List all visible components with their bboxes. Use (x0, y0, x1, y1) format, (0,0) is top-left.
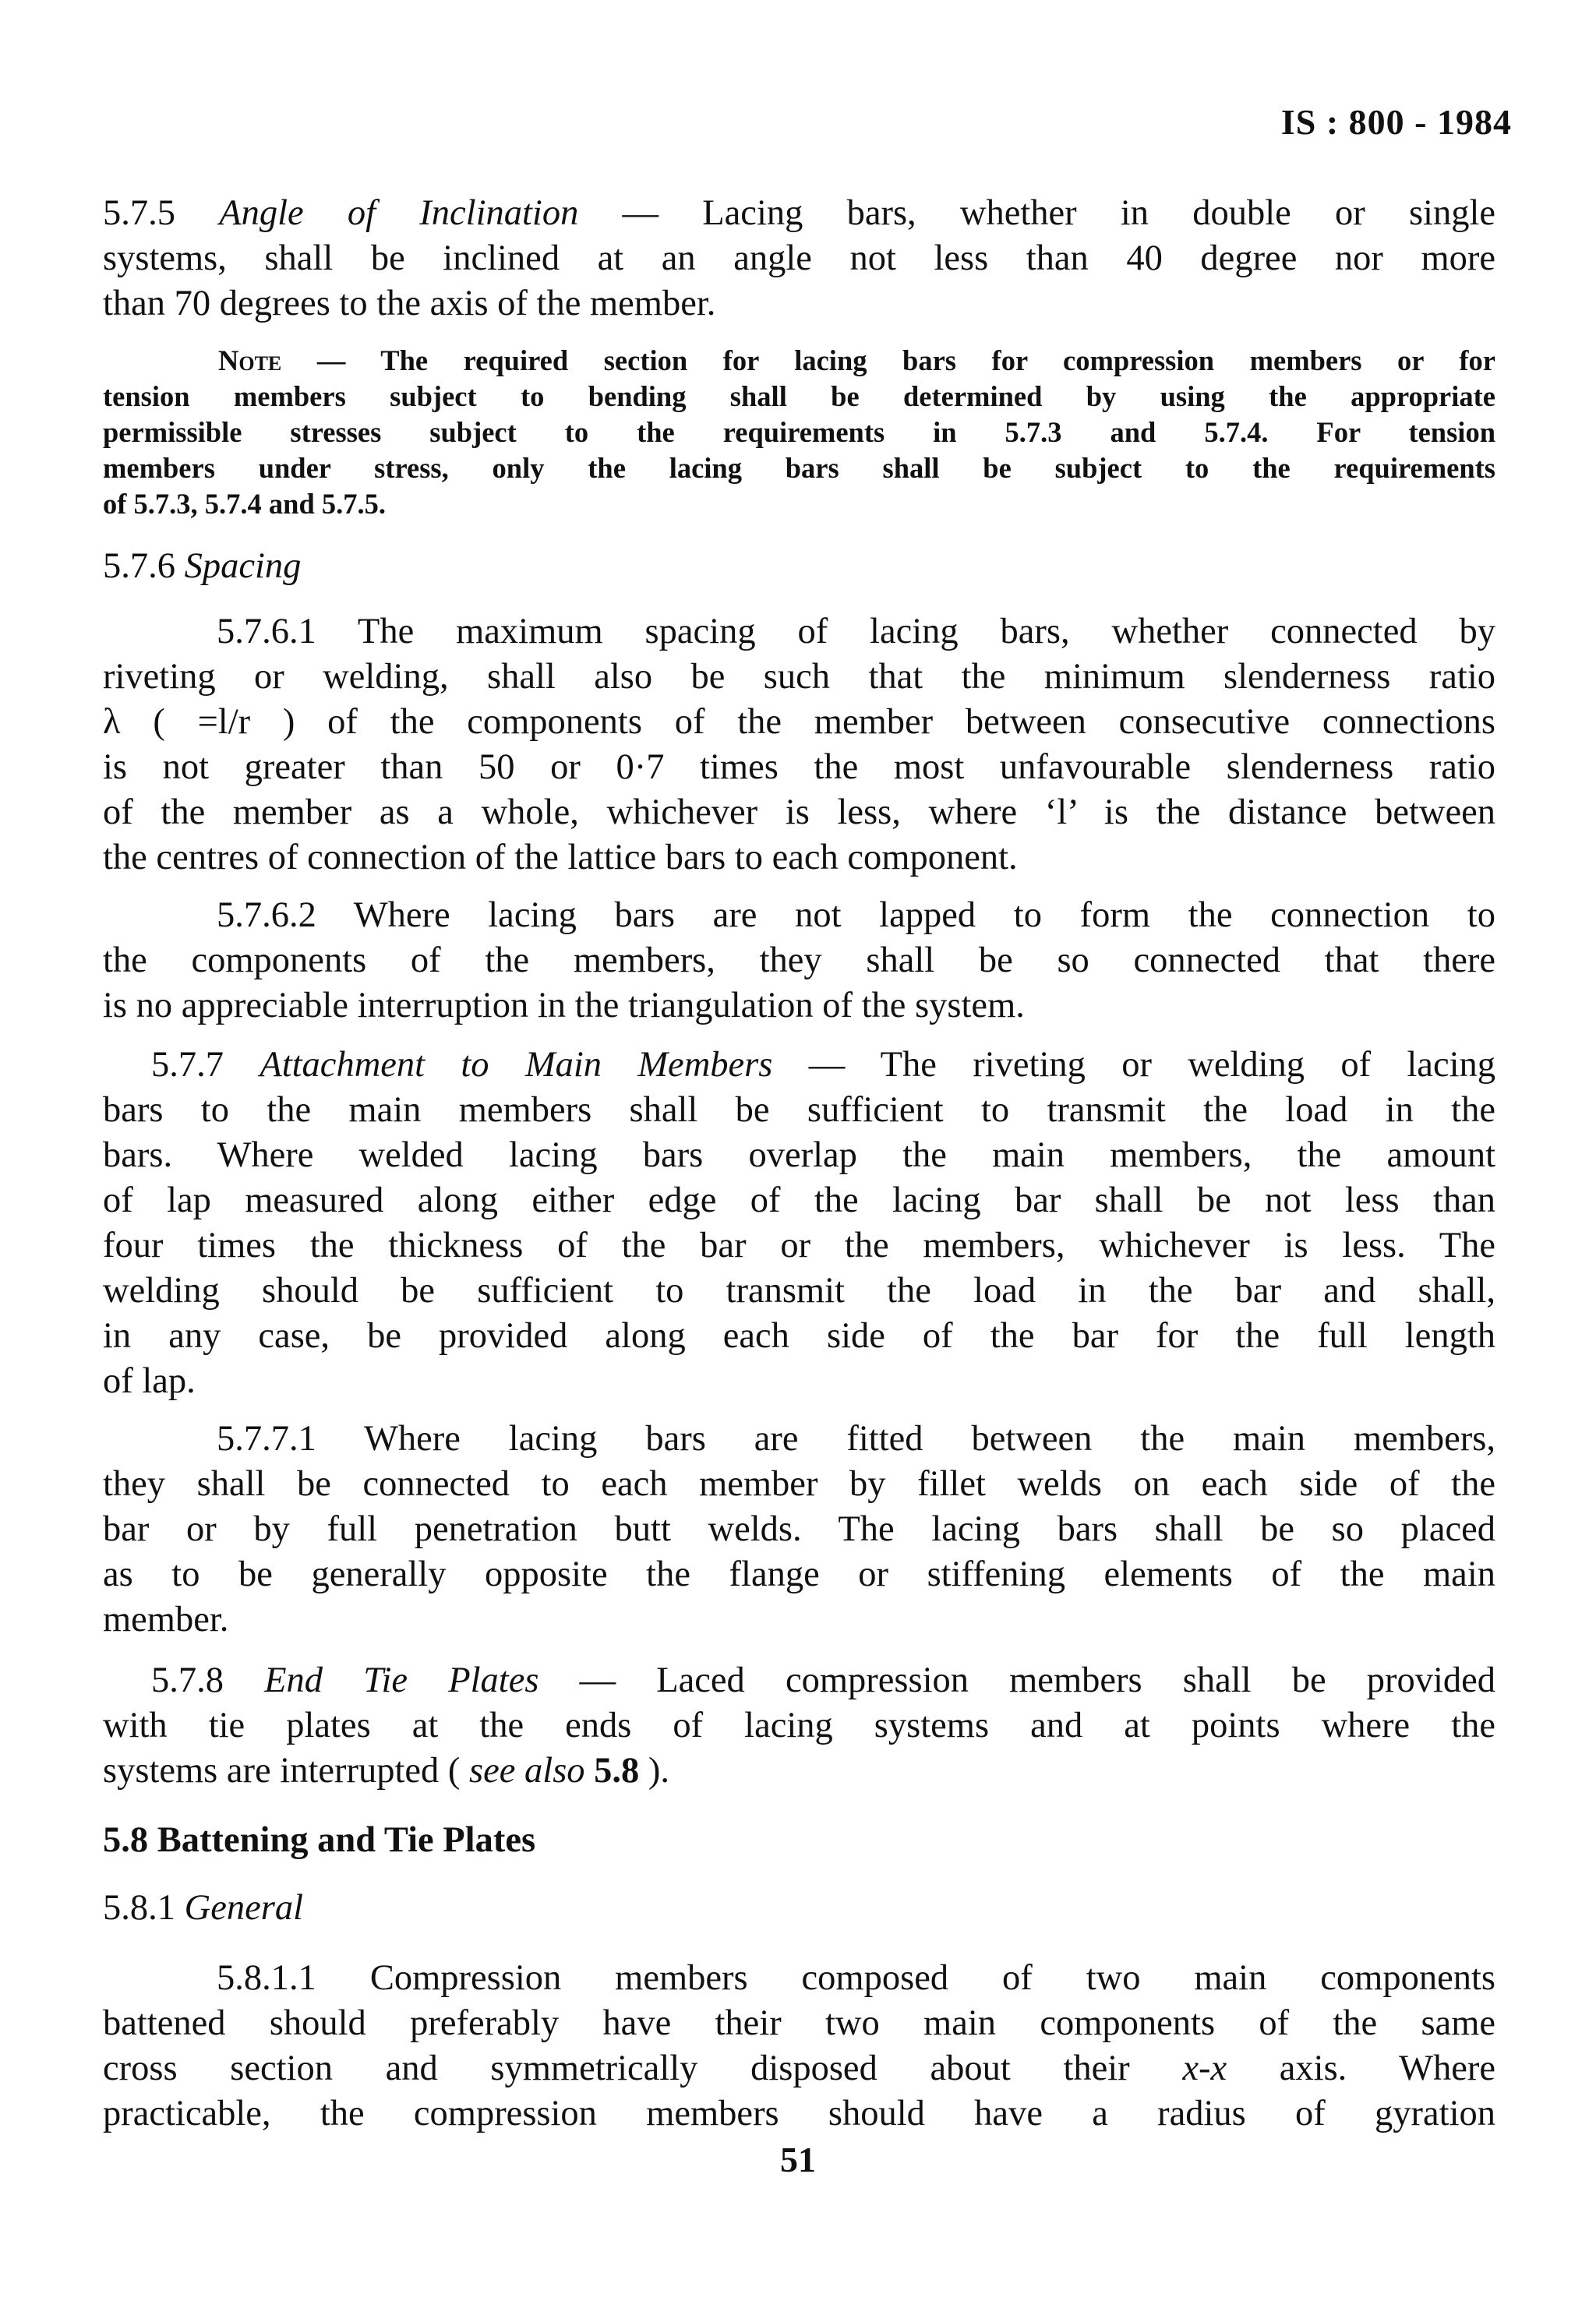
section-number: 5.8 (103, 1820, 149, 1860)
paragraph-line: member. (103, 1600, 229, 1639)
section-5-7-8 (103, 1658, 1495, 1794)
note-line: — The required section for lacing bars for compression members or for (316, 344, 1496, 376)
section-number: 5.7.7 (151, 1045, 224, 1085)
section-number: 5.7.8 (151, 1660, 224, 1700)
section-number: 5.8.1.1 (217, 1958, 316, 1998)
section-title: General (184, 1888, 303, 1928)
paragraph-line: — The riveting or welding of lacing (808, 1045, 1496, 1085)
axis-label: x-x (1182, 2049, 1227, 2088)
paragraph-line: of the member as a whole, whichever is less, where ‘l’ is the distance between (103, 792, 1495, 832)
paragraph-line: systems, shall be inclined at an angle not less than 40 degree nor more (103, 238, 1495, 278)
section-5-8-1-1 (103, 1956, 1495, 2137)
paragraph-line: riveting or welding, shall also be such that the minimum slenderness ratio (103, 657, 1495, 697)
paragraph-line: they shall be connected to each member by fillet welds on each side of the (103, 1464, 1495, 1504)
paragraph-line: Compression members composed of two main components (369, 1958, 1495, 1998)
paragraph-line: battened should preferably have their two main components of the same (103, 2003, 1495, 2043)
cross-reference-label: see also (469, 1751, 585, 1791)
section-5-8-1 (103, 1887, 303, 1929)
page-number: 51 (780, 2140, 816, 2179)
paragraph-line: — Lacing bars, whether in double or single (622, 193, 1496, 233)
paragraph-line: as to be generally opposite the flange or stiffening elements of the main (103, 1555, 1495, 1594)
paragraph-line: of lap. (103, 1361, 196, 1401)
section-5-7-6 (103, 545, 301, 587)
section-title: Attachment to Main Members (260, 1045, 773, 1085)
section-5-7-7 (103, 1043, 1495, 1404)
standard-header: IS : 800 - 1984 (1280, 102, 1512, 142)
paragraph-line: Where lacing bars are fitted between the main members, (363, 1419, 1495, 1459)
paragraph-line: than 70 degrees to the axis of the member. (103, 284, 716, 323)
paragraph-line: bars. Where welded lacing bars overlap the main members, the amount (103, 1135, 1495, 1175)
paragraph-line: practicable, the compression members should have a radius of gyration (103, 2094, 1495, 2133)
text-fragment: ). (648, 1751, 670, 1791)
section-number: 5.7.6 (103, 546, 175, 586)
paragraph-line: The maximum spacing of lacing bars, whether connected by (357, 612, 1495, 651)
section-title: Battening and Tie Plates (157, 1820, 536, 1860)
section-number: 5.7.6.2 (217, 895, 316, 935)
paragraph-line: welding should be sufficient to transmit the load in the bar and shall, (103, 1271, 1495, 1311)
paragraph-line: bar or by full penetration butt welds. The lacing bars shall be so placed (103, 1509, 1495, 1549)
paragraph-line: λ ( =l/r ) of the components of the member between consecutive connections (103, 702, 1495, 742)
paragraph-line: is no appreciable interruption in the triangulation of the system. (103, 986, 1025, 1025)
section-5-7-7-1 (103, 1417, 1495, 1643)
note-label: Note (218, 344, 282, 376)
paragraph-line: Where lacing bars are not lapped to form the connection to (353, 895, 1495, 935)
cross-reference-number: 5.8 (594, 1751, 640, 1791)
text-fragment: cross section and symmetrically disposed about their (103, 2049, 1130, 2088)
paragraph-line: is not greater than 50 or 0·7 times the most unfavourable slenderness ratio (103, 747, 1495, 787)
paragraph-line: — Laced compression members shall be provided (579, 1660, 1496, 1700)
section-number: 5.7.6.1 (217, 612, 316, 651)
paragraph-line: four times the thickness of the bar or the members, whichever is less. The (103, 1226, 1495, 1265)
section-title: Spacing (184, 546, 302, 586)
section-5-8-heading (103, 1819, 535, 1861)
paragraph-line: with tie plates at the ends of lacing systems and at points where the (103, 1706, 1495, 1745)
section-5-7-6-1 (103, 609, 1495, 881)
section-5-7-6-2 (103, 893, 1495, 1029)
note-block (103, 343, 1495, 522)
paragraph-line: the components of the members, they shall be so connected that there (103, 941, 1495, 980)
note-line: members under stress, only the lacing bars shall be subject to the requirements (103, 452, 1495, 484)
text-fragment: systems are interrupted ( (103, 1751, 461, 1791)
text-fragment: axis. Where (1279, 2049, 1496, 2088)
paragraph-line: the centres of connection of the lattice bars to each component. (103, 838, 1018, 877)
section-number: 5.7.5 (103, 193, 175, 233)
paragraph-line: bars to the main members shall be sufficient to transmit the load in the (103, 1090, 1495, 1130)
paragraph-line (103, 2046, 1495, 2091)
section-title: Angle of Inclination (219, 193, 579, 233)
note-line: tension members subject to bending shall be determined by using the appropriate (103, 380, 1495, 412)
note-line: permissible stresses subject to the requirements in 5.7.3 and 5.7.4. For tension (103, 416, 1495, 448)
paragraph-line: of lap measured along either edge of the lacing bar shall be not less than (103, 1180, 1495, 1220)
paragraph-line: in any case, be provided along each side of the bar for the full length (103, 1316, 1495, 1356)
paragraph-line (103, 1749, 1495, 1794)
section-title: End Tie Plates (264, 1660, 539, 1700)
note-line: of 5.7.3, 5.7.4 and 5.7.5. (103, 488, 387, 520)
section-number: 5.8.1 (103, 1888, 175, 1928)
section-number: 5.7.7.1 (217, 1419, 316, 1459)
section-5-7-5 (103, 191, 1495, 326)
